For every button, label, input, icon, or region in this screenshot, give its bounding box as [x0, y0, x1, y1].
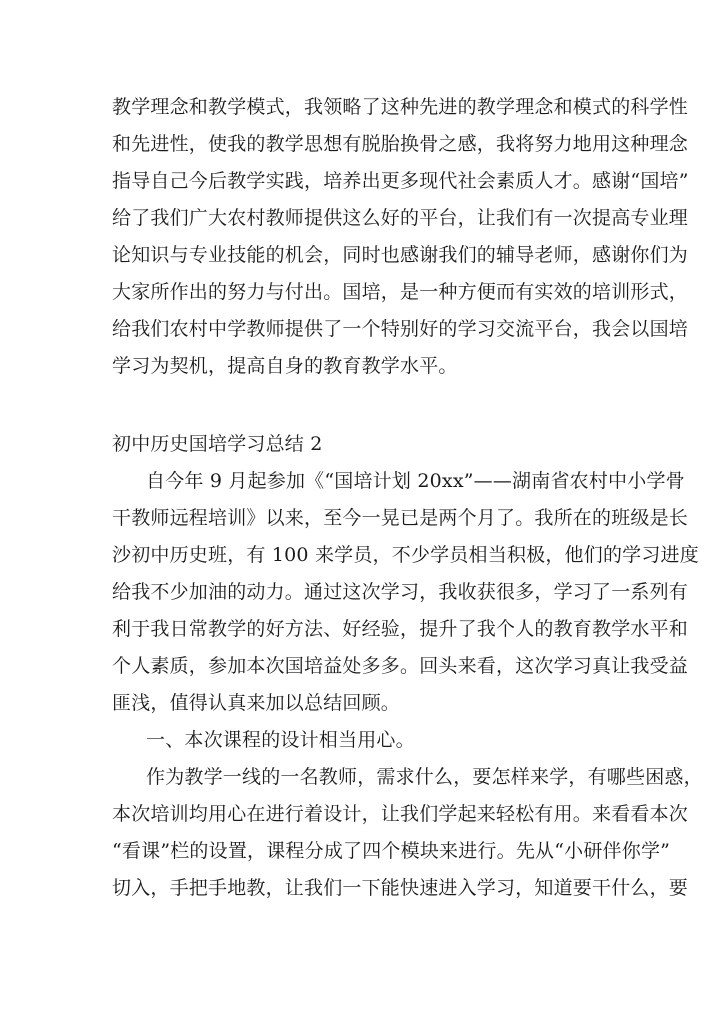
paragraph-line: 干教师远程培训》以来，至今一晃已是两个月了。我所在的班级是长 [112, 507, 689, 529]
paragraph-line: 给我们农村中学教师提供了一个特别好的学习交流平台，我会以国培 [112, 318, 689, 340]
paragraph-line: 沙初中历史班，有 100 来学员，不少学员相当积极，他们的学习进度 [112, 544, 699, 566]
paragraph-line: 论知识与专业技能的机会，同时也感谢我们的辅导老师，感谢你们为 [112, 244, 689, 266]
section-title: 初中历史国培学习总结 2 [112, 433, 323, 455]
paragraph-line: 教学理念和教学模式，我领略了这种先进的教学理念和模式的科学性 [112, 96, 689, 118]
paragraph-line: 本次培训均用心在进行着设计，让我们学起来轻松有用。来看看本次 [112, 803, 689, 825]
paragraph-line: 给我不少加油的动力。通过这次学习，我收获很多，学习了一系列有 [112, 581, 689, 603]
paragraph-line: 作为教学一线的一名教师，需求什么，要怎样来学，有哪些困惑， [146, 766, 703, 788]
paragraph-line: 自今年 9 月起参加《“国培计划 20xx”——湖南省农村中小学骨 [146, 470, 685, 492]
paragraph-line: 指导自己今后教学实践，培养出更多现代社会素质人才。感谢“国培” [112, 170, 689, 192]
paragraph-line: 利于我日常教学的好方法、好经验，提升了我个人的教育教学水平和 [112, 618, 689, 640]
paragraph-line: 和先进性，使我的教学思想有脱胎换骨之感，我将努力地用这种理念 [112, 133, 689, 155]
paragraph-line: 给了我们广大农村教师提供这么好的平台，让我们有一次提高专业理 [112, 207, 689, 229]
subheading: 一、本次课程的设计相当用心。 [146, 729, 415, 751]
paragraph-line: “看课”栏的设置，课程分成了四个模块来进行。先从“小研伴你学” [112, 840, 671, 862]
paragraph-line: 个人素质，参加本次国培益处多多。回头来看，这次学习真让我受益 [112, 655, 689, 677]
paragraph-line: 学习为契机，提高自身的教育教学水平。 [112, 355, 458, 377]
paragraph-line: 匪浅，值得认真来加以总结回顾。 [112, 692, 401, 714]
paragraph-line: 大家所作出的努力与付出。国培，是一种方便而有实效的培训形式， [112, 281, 689, 303]
paragraph-line: 切入，手把手地教，让我们一下能快速进入学习，知道要干什么，要 [112, 877, 689, 899]
